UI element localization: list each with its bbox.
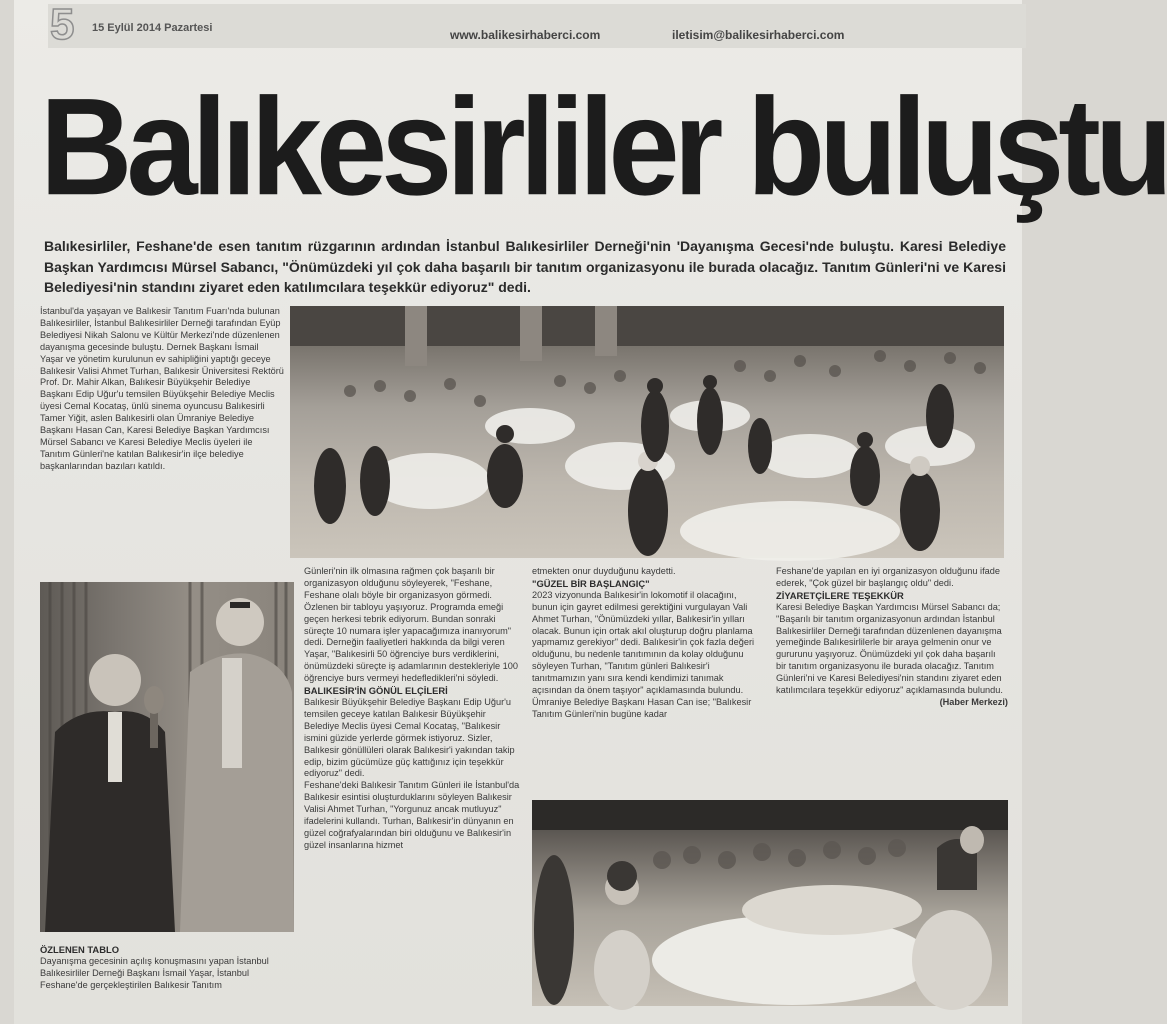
article-column-2 [304,566,520,1006]
gala-dinner-photo [290,306,1004,558]
article-column-bottom [40,944,290,1016]
paragraph: İstanbul'da yaşayan ve Balıkesir Tanıtım Fuarı'nda bulunan Balıkesirliler, İstanbul Balıkesirliler Derneği tarafından Eyüp Belediyesi Nikah Salonu ve Kültür Merkezi'nde düzenlenen dayanışma gecesinde buluştu. Dernek Başkanı İsmail Yaşar ve yönetim kurulunun ev sahipliğini yaptığı geceye Balıkesir Valisi Ahmet Turhan, Balıkesir Üniversitesi Rektörü Prof. Dr. Mahir Alkan, Balıkesir Büyükşehir Belediye Başkanı Edip Uğur'u temsilen Büyükşehir Belediye Meclis üyesi Cemal Kocataş, ünlü sinema oyuncusu Balıkesirli Tamer Yiğit, aslen Balıkesirli olan Ümraniye Belediye Başkanı Hasan Can, Karesi Belediye Başkan Yardımcısı Mürsel Sabancı ve Karesi Belediye Meclis üyeleri ile Tanıtım Günleri'ne katılan Balıkesir'in ilçe belediye başkanlarından bazıları katıldı. [40,306,284,471]
paragraph: Ümraniye Belediye Başkanı Hasan Can ise; "Balıkesir Tanıtım Günleri'nin bugüne kadar [532,696,752,719]
paragraph: etmekten onur duyduğunu kaydetti. [532,566,676,576]
paragraph: Karesi Belediye Başkan Yardımcısı Mürsel Sabancı da; "Başarılı bir tanıtım organizasyonun ardından İstanbul Balıkesirliler Derneği tarafından düzenlenen dayanışma yemeğinde Balıkesirlilerle bir araya gelmenin onur ve gururunu yaşıyoruz. Önümüzdeki yıl çok daha başarılı bir tanıtım organizasyonu ile burada olacağız. Tanıtım Günleri'ni ve Karesi Belediyesi'nin standını ziyaret eden katılımcılara teşekkür ediyoruz" açıklamasında bulundu. [776,601,1003,696]
article-column-1 [40,306,284,574]
article-column-3 [532,566,764,798]
news-credit: (Haber Merkezi) [939,696,1008,707]
subheading: "GÜZEL BİR BAŞLANGIÇ" [532,577,650,589]
paragraph: Balıkesir Büyükşehir Belediye Başkanı Edip Uğur'u temsilen geceye katılan Balıkesir Büyükşehir Belediye Meclis üyesi Cemal Kocataş, "Balıkesir ismini güzide yerlerde görmek istiyoruz. Sizler, Balıkesir gönüllüleri olarak Balıkesir'i yakından takip edip, bizim gücümüze güç kattığınız için teşekkür ediyoruz" dedi. [304,696,515,779]
subheading: ZİYARETÇİLERE TEŞEKKÜR [776,589,904,601]
website-address: www.balikesirhaberci.com [450,28,601,42]
paragraph: Feshane'deki Balıkesir Tanıtım Günleri ile İstanbul'da Balıkesir esintisi oluşturduklarını söyleyen Balıkesir Valisi Ahmet Turhan, "Yorgunuz ancak mutluyuz" ifadelerini kullandı. Turhan, Balıkesir'in dünyanın en güzel coğrafyalarından biri olduğunu ve Balıkesir'in güzel insanlarına hizmet [304,780,520,850]
lead-paragraph: Balıkesirliler, Feshane'de esen tanıtım rüzgarının ardından İstanbul Balıkesirliler Derneği'nin 'Dayanışma Gecesi'nde buluştu. Karesi Belediye Başkan Yardımcısı Mürsel Sabancı, "Önümüzdeki yıl çok daha başarılı bir tanıtım organizasyonu ile burada olacağız. Tanıtım Günleri'ni ve Karesi Belediyesi'nin standını ziyaret eden katılımcılara teşekkür ediyoruz" dedi. [44,238,1006,295]
subheading: ÖZLENEN TABLO [40,944,119,955]
paragraph: Günleri'nin ilk olmasına rağmen çok başarılı bir organizasyon olduğunu söyleyerek, "Feshane, Feshane olalı böyle bir organizasyon görmedi. Özlenen bir tabloyu yaşıyoruz. Programda emeği geçen herkesi tebrik ediyorum. Bundan sonraki süreçte 10 numara işler yapacağımıza inanıyorum" dedi. Derneğin faaliyetleri hakkında da bilgi veren Yaşar, "Balıkesirli 50 öğrenciye burs verdiklerini, önümüzdeki süreçte iş adamlarının destekleriyle 100 öğrenciye burs vermeyi hedefledikleri'ni söyledi. [304,566,518,684]
award-presentation-photo [40,582,294,932]
issue-date: 15 Eylül 2014 Pazartesi [92,22,213,34]
paragraph: 2023 vizyonunda Balıkesir'in lokomotif il olacağını, bunun için gayret edilmesi gerektiğini vurgulayan Vali Ahmet Turhan, "Önümüzdeki yıllar, Balıkesir'in yılları olacak. Bunun için ortak akıl oluşturup doğru planlama yapmamız gerekiyor" dedi. Balıkesir'in çok fazla değeri olduğunu, bu nedenle tanıtımının da kolay olduğunu söyleyen Turhan, "Tanıtım günleri Balıkesir'i tanıtmamızın yanı sıra kendi kendimizi tanımak açısından da önem taşıyor" açıklamasında bulundu. [532,589,755,696]
article-column-4 [776,566,1008,798]
headline: Balıkesirliler buluştu [40,70,1167,225]
subheading: BALIKESİR'İN GÖNÜL ELÇİLERİ [304,685,448,697]
event-crowd-photo [532,800,1008,1006]
paragraph: Dayanışma gecesinin açılış konuşmasını yapan İstanbul Balıkesirliler Derneği Başkanı İsmail Yaşar, İstanbul Feshane'de gerçekleştirilen Balıkesir Tanıtım [40,955,269,990]
paragraph: Feshane'de yapılan en iyi organizasyon olduğunu ifade ederek, "Çok güzel bir başlangıç oldu" dedi. [776,566,1000,588]
page-number: 5 [50,0,75,49]
contact-email: iletisim@balikesirhaberci.com [672,28,845,42]
